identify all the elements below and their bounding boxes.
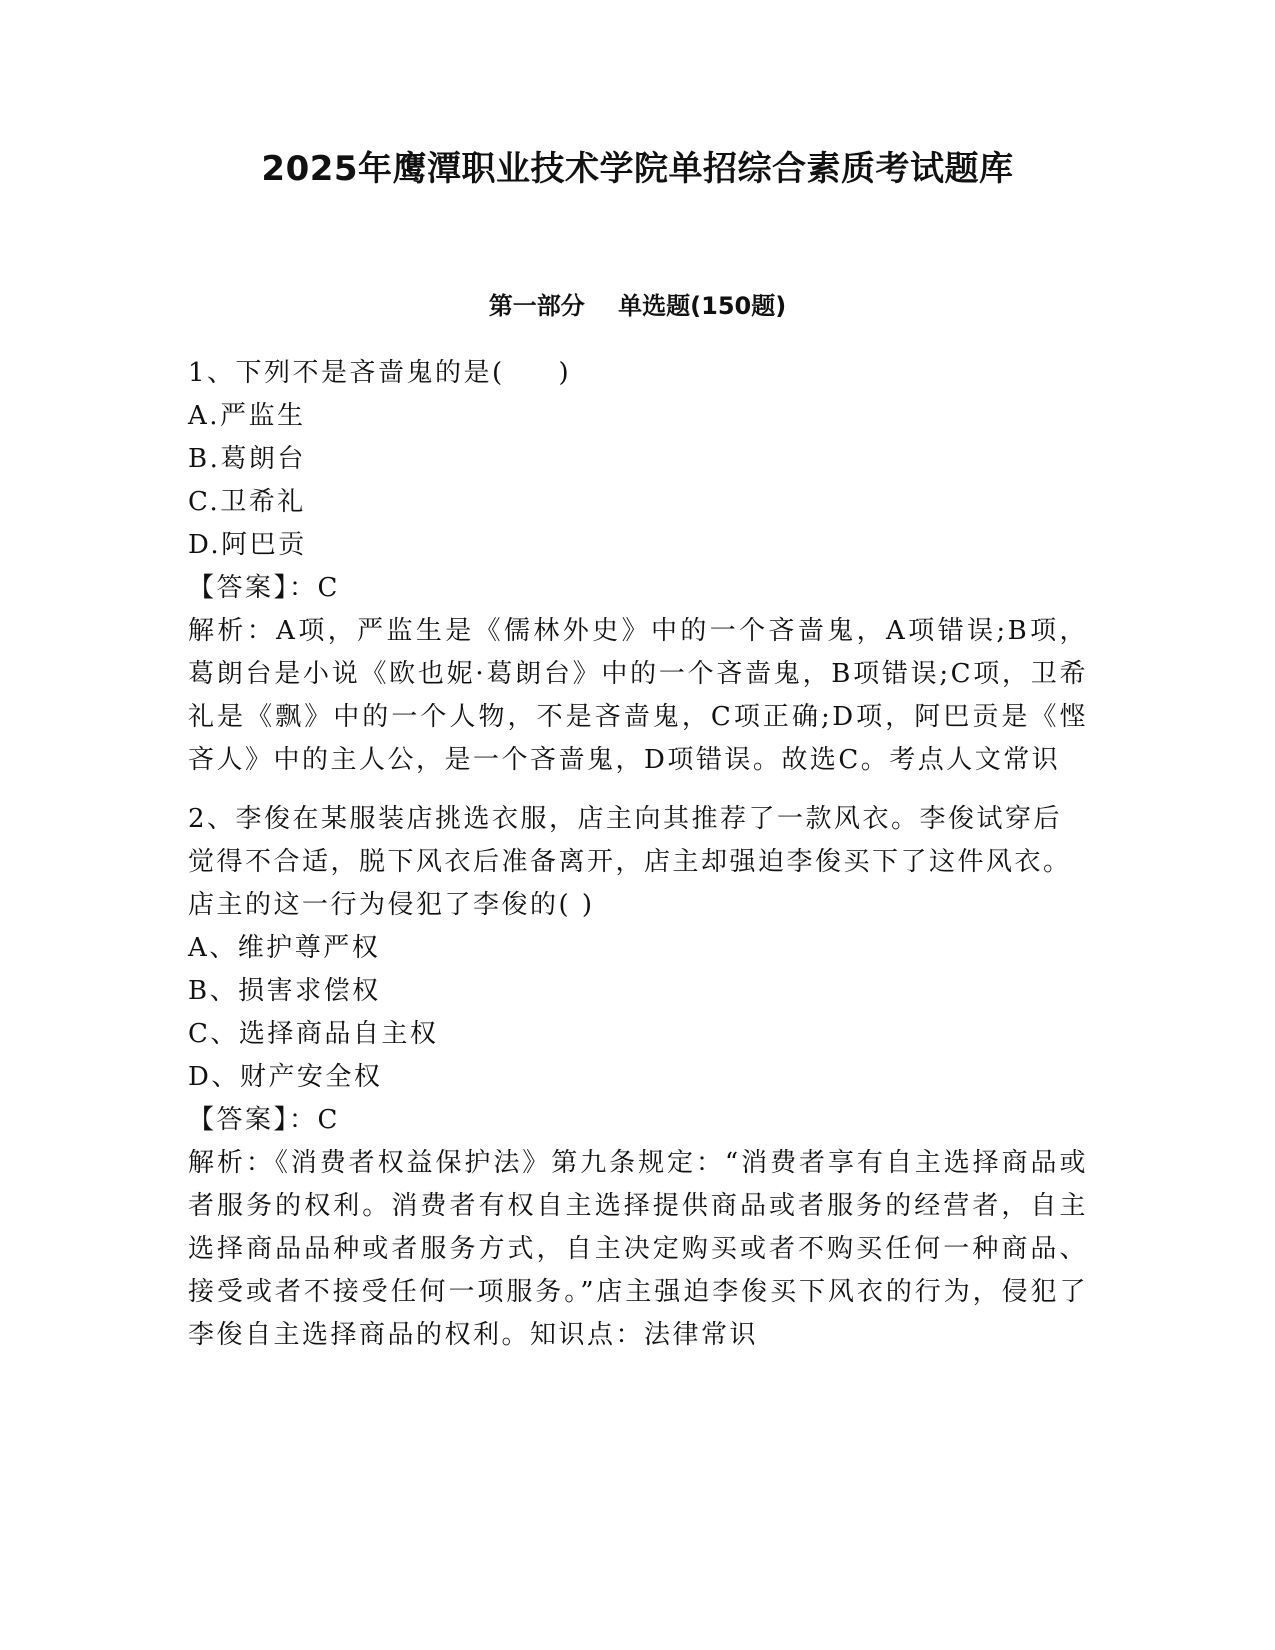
option-d: D、财产安全权 <box>188 1062 383 1092</box>
option-d: D.阿巴贡 <box>188 530 307 560</box>
option-a: A、维护尊严权 <box>188 933 381 963</box>
question-2 <box>188 798 1088 1357</box>
question-1 <box>188 352 1088 782</box>
option-b: B.葛朗台 <box>188 444 306 474</box>
document-title: 2025年鹰潭职业技术学院单招综合素质考试题库 <box>261 149 1014 189</box>
question-stem: 1、下列不是吝啬鬼的是( ) <box>188 358 572 388</box>
question-stem: 2、李俊在某服装店挑选衣服，店主向其推荐了一款风衣。李俊试穿后觉得不合适，脱下风衣后准备离开，店主却强迫李俊买下了这件风衣。店主的这一行为侵犯了李俊的( ) <box>188 804 1072 920</box>
explanation-text: 解析：《消费者权益保护法》第九条规定：“消费者享有自主选择商品或者服务的权利。消费者有权自主选择提供商品或者服务的经营者，自主选择商品品种或者服务方式，自主决定购买或者不购买任何一种商品、接受或者不接受任何一项服务。”店主强迫李俊买下风衣的行为，侵犯了李俊自主选择商品的权利。知识点：法律常识 <box>188 1148 1088 1350</box>
section-title: 第一部分 单选题(150题) <box>488 292 787 320</box>
question-list <box>188 352 1088 1373</box>
explanation-text: 解析：A项，严监生是《儒林外史》中的一个吝啬鬼，A项错误;B项，葛朗台是小说《欧也妮·葛朗台》中的一个吝啬鬼，B项错误;C项，卫希礼是《飘》中的一个人物，不是吝啬鬼，C项正确;D项，阿巴贡是《悭吝人》中的主人公，是一个吝啬鬼，D项错误。故选C。考点人文常识 <box>188 616 1088 775</box>
option-c: C、选择商品自主权 <box>188 1019 439 1049</box>
answer-label: 【答案】：C <box>188 573 340 603</box>
option-c: C.卫希礼 <box>188 487 306 517</box>
option-a: A.严监生 <box>188 401 306 431</box>
answer-label: 【答案】：C <box>188 1105 340 1135</box>
option-b: B、损害求偿权 <box>188 976 381 1006</box>
